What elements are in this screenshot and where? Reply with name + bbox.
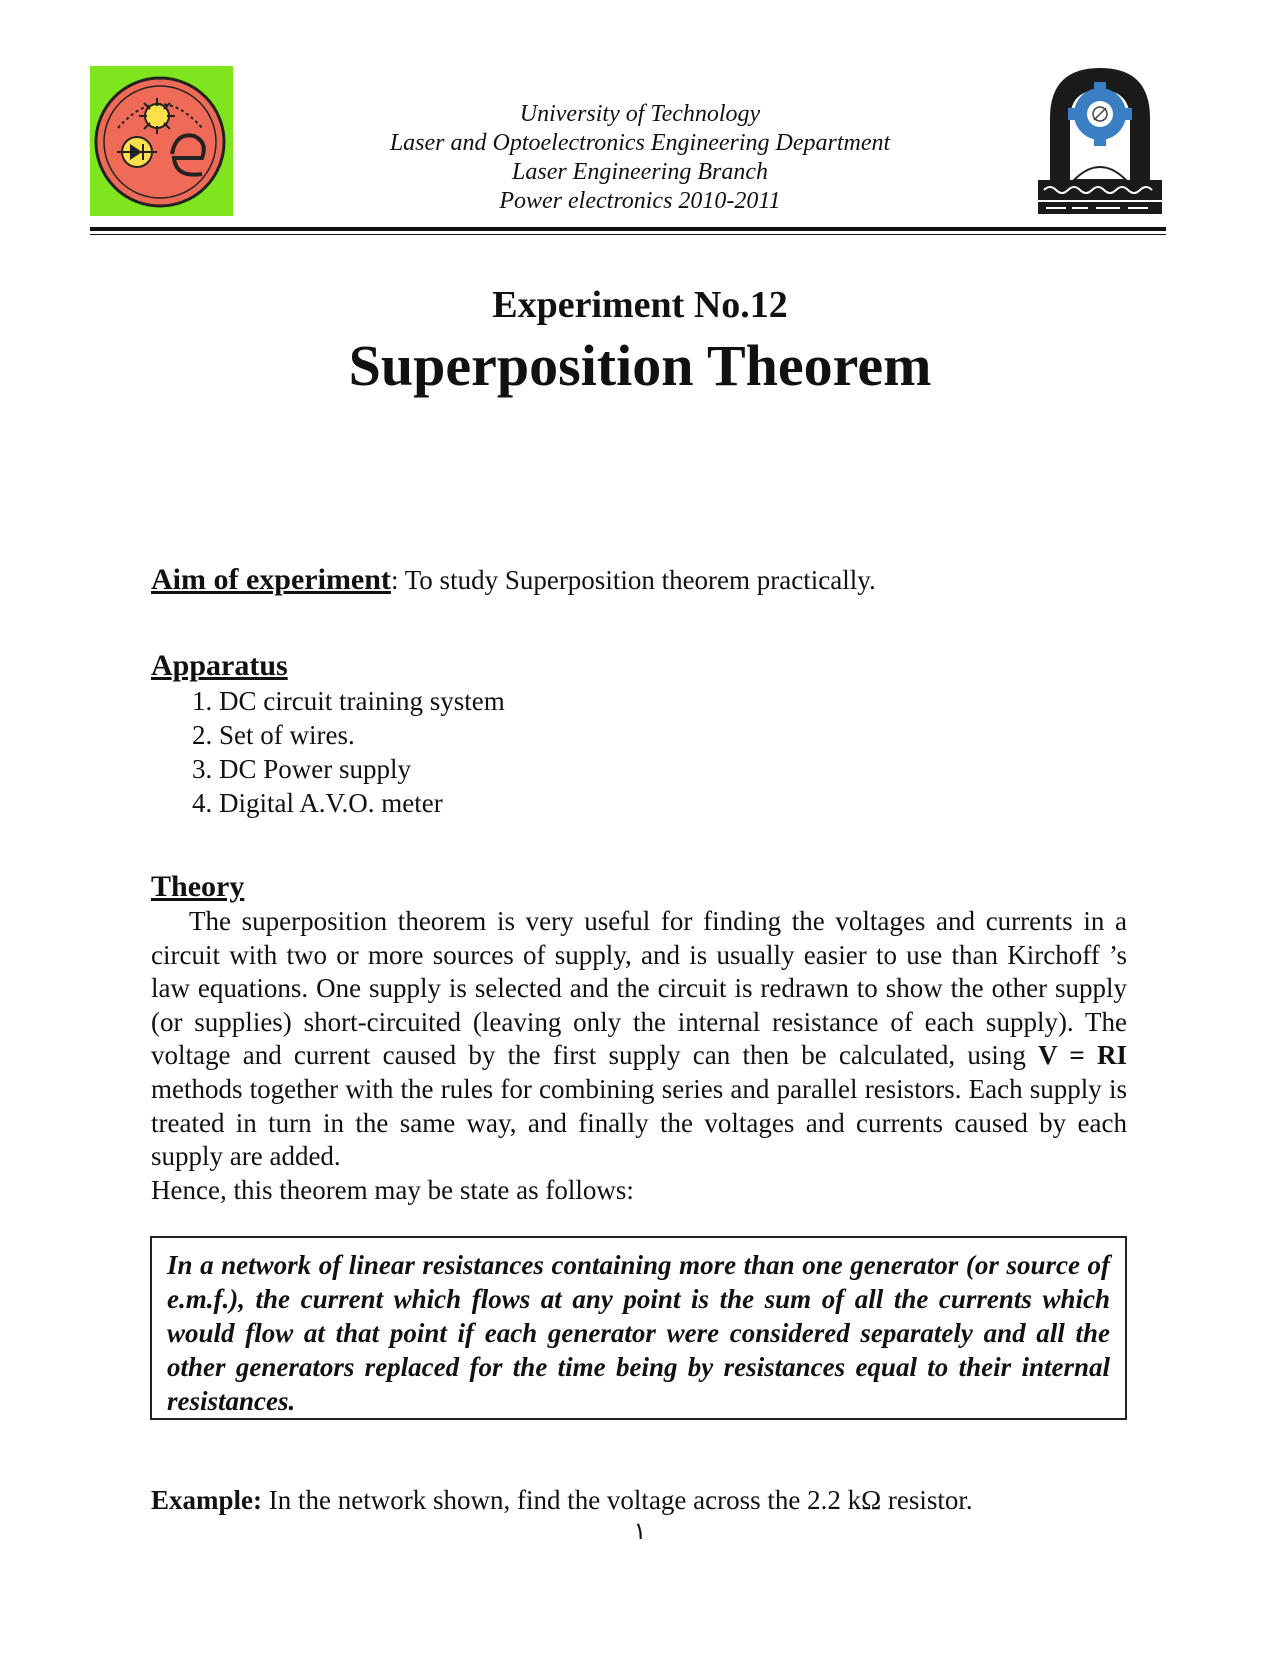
university-name: University of Technology [519, 101, 761, 127]
department-name: Laser and Optoelectronics Engineering Department [389, 130, 891, 156]
aim-label: Aim of experiment [151, 563, 391, 596]
ohms-law-formula: V = RI [1038, 1040, 1127, 1071]
university-emblem-icon [1036, 62, 1166, 218]
list-item: 4. Digital A.V.O. meter [192, 788, 443, 818]
theory-paragraph [151, 905, 1127, 1174]
page-number: ١ [633, 1519, 647, 1545]
list-item: 2. Set of wires. [192, 720, 355, 750]
department-logo-icon [90, 66, 233, 216]
page-title: Superposition Theorem [348, 333, 932, 398]
theory-text-part1: The superposition theorem is very useful for finding the voltages and currents in a circuit with two or more sources of supply, and is usually easier to use than Kirchoff ’s law equations. One supply is selected and the circuit is redrawn to show the other supply (or supplies) short-circuited (leaving only the internal resistance of each supply). The voltage and current caused by the first supply can then be calculated, using [151, 906, 1127, 1071]
branch-name: Laser Engineering Branch [512, 159, 768, 185]
header-rule-thin [90, 234, 1166, 235]
theory-heading: Theory [151, 870, 245, 903]
apparatus-heading: Apparatus [151, 649, 288, 682]
course-name: Power electronics 2010-2011 [499, 188, 781, 214]
example-line [151, 1483, 973, 1517]
document-header [300, 100, 980, 216]
list-item: 3. DC Power supply [192, 754, 412, 784]
example-text: In the network shown, find the voltage across the 2.2 kΩ resistor. [262, 1485, 973, 1515]
experiment-number: Experiment No.12 [492, 284, 788, 326]
theory-text-part2: methods together with the rules for combining series and parallel resistors. Each supply is treated in turn in the same way, and finally the voltages and currents caused by each supply are added. [151, 1073, 1127, 1172]
header-rule-thick [90, 227, 1166, 231]
list-item: 1. DC circuit training system [192, 686, 505, 716]
aim-section [151, 563, 876, 597]
theory-lead-in: Hence, this theorem may be state as follows: [151, 1175, 634, 1205]
university-emblem [1036, 62, 1166, 218]
aim-text: : To study Superposition theorem practically. [390, 565, 876, 595]
theorem-statement: In a network of linear resistances containing more than one generator (or source of e.m.f.), the current which flows at any point is the sum of all the currents which would flow at that point if each generator were considered separately and all the other generators replaced for the time being by resistances equal to their internal resistances. [167, 1250, 1110, 1416]
theorem-statement-box [150, 1236, 1127, 1420]
department-logo [90, 66, 233, 216]
apparatus-list [192, 684, 505, 820]
example-label: Example: [151, 1485, 262, 1515]
